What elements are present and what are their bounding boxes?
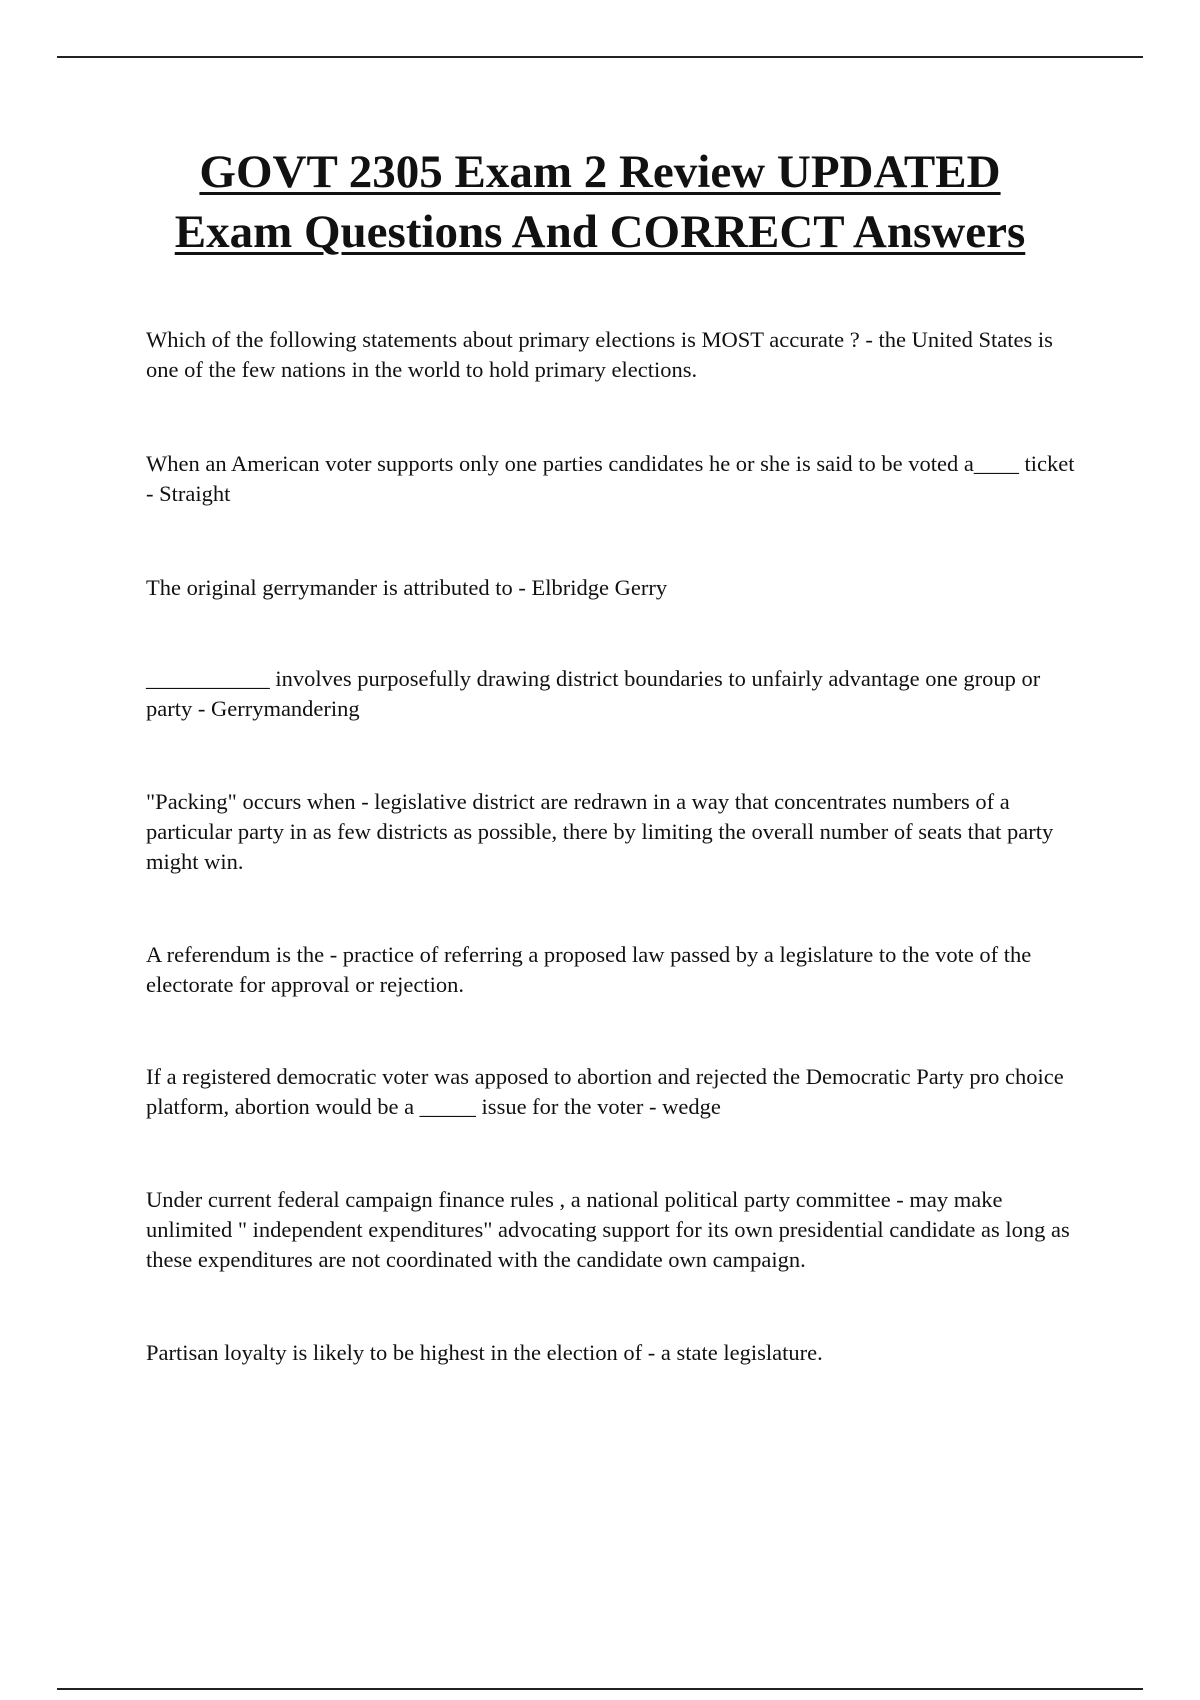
qa-item-primary-elections: Which of the following statements about primary elections is MOST accurate ? - the United States is one of the few nations in the world to hold primary elections.: [146, 327, 1053, 382]
qa-item-referendum: A referendum is the - practice of referring a proposed law passed by a legislature to the vote of the electorate for approval or rejection.: [146, 942, 1032, 997]
top-rule: [57, 56, 1143, 58]
qa-item-gerrymander-origin: The original gerrymander is attributed to - Elbridge Gerry: [146, 575, 668, 600]
title-line-2: Exam Questions And CORRECT Answers: [174, 206, 1026, 258]
qa-item-wedge-issue: If a registered democratic voter was apposed to abortion and rejected the Democratic Party pro choice platform, abortion would be a _____ issue for the voter - wedge: [146, 1064, 1064, 1119]
page-title: [100, 142, 1100, 262]
qa-item-straight-ticket: When an American voter supports only one parties candidates he or she is said to be voted a____ ticket - Straight: [146, 451, 1075, 506]
qa-item-campaign-finance: Under current federal campaign finance rules , a national political party committee - may make unlimited " independent expenditures" advocating support for its own presidential candidate as long as these expenditures are not coordinated with the candidate own campaign.: [146, 1187, 1070, 1272]
qa-item-partisan-loyalty: Partisan loyalty is likely to be highest in the election of - a state legislature.: [146, 1340, 823, 1365]
qa-item-packing: "Packing" occurs when - legislative district are redrawn in a way that concentrates numbers of a particular party in as few districts as possible, there by limiting the overall number of seats that party might win.: [146, 789, 1054, 874]
title-line-1: GOVT 2305 Exam 2 Review UPDATED: [199, 146, 1001, 198]
qa-item-gerrymandering: ___________ involves purposefully drawing district boundaries to unfairly advantage one group or party - Gerrymandering: [146, 666, 1041, 721]
bottom-rule: [57, 1688, 1143, 1690]
